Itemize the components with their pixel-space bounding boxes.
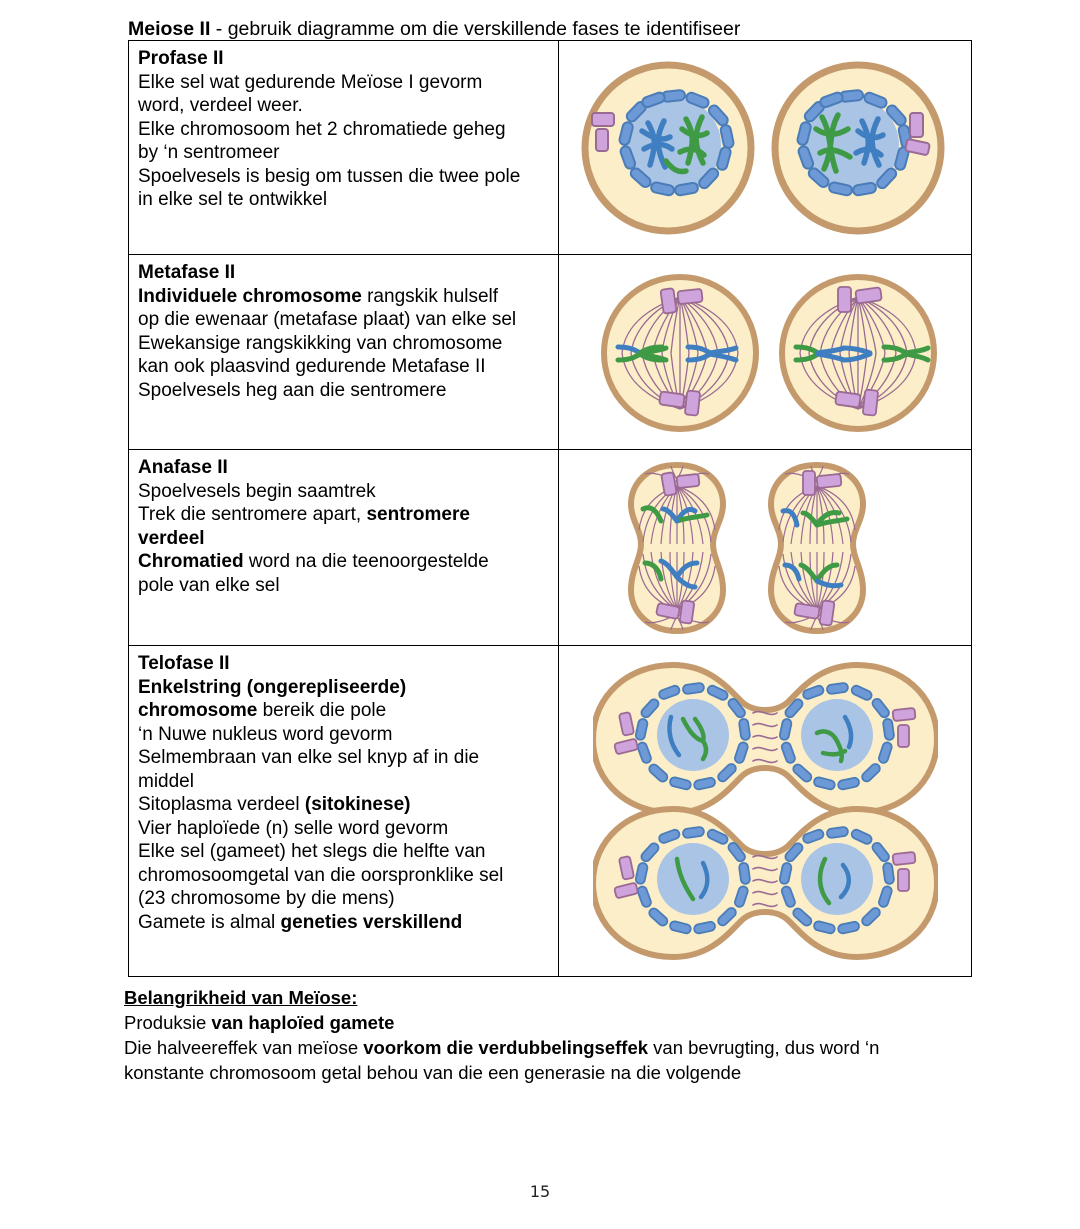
metafase-cell-right [782,277,934,429]
cell-figure-metafase-ii [559,255,972,450]
table-row [129,450,972,646]
phase-line: by ‘n sentromeer [138,142,280,163]
page-number: 15 [529,1182,551,1201]
phase-line: chromosome bereik die pole [138,700,387,721]
cell-figure-profase-ii [559,41,972,255]
page-title [128,18,740,40]
phase-line: chromosoomgetal van die oorspronklike sel [138,864,504,886]
cell-figure-telofase-ii [559,646,972,977]
telofase-cell-top [593,665,937,813]
table-row [129,41,972,255]
phase-line: op die ewenaar (metafase plaat) van elke sel [138,309,517,330]
phase-line: Sitoplasma verdeel (sitokinese) [138,794,411,815]
telofase-ii-diagram [593,661,938,961]
anafase-cell-left [631,465,723,631]
phase-line: in elke sel te ontwikkel [138,189,328,210]
anafase-cell-right [771,465,863,631]
cell-figure-anafase-ii [559,450,972,646]
metafase-ii-diagram [570,265,960,440]
phase-line: Elke sel wat gedurende Meïose I gevorm [138,71,483,93]
closing-text-block [124,985,954,1085]
closing-line: konstante chromosoom getal behou van die een generasie na die volgende [124,1062,742,1083]
phase-line: Trek die sentromere apart, sentromere [138,504,470,525]
phase-line: verdeel [138,527,205,549]
phase-line: Spoelvesels begin saamtrek [138,480,376,502]
phase-line: middel [138,770,194,792]
phase-body-profase-ii [138,71,550,212]
telofase-cell-bottom [593,809,937,957]
table-row [129,255,972,450]
page-title-bold: Meiose II [128,18,211,40]
phase-line: ‘n Nuwe nukleus word gevorm [138,723,393,745]
phase-line: Elke sel (gameet) het slegs die helfte van [138,841,486,862]
cell-text-telofase-ii [129,646,559,977]
phase-line: Elke chromosoom het 2 chromatiede geheg [138,118,506,140]
phase-line: Chromatied word na die teenoorgestelde [138,551,489,572]
phase-title-telofase-ii: Telofase II [138,653,230,674]
closing-line: Produksie van haploïed gamete [124,1012,395,1033]
metafase-cell-left [604,277,756,429]
phase-title-metafase-ii: Metafase II [138,262,236,283]
profase-cell-right [775,65,941,231]
anafase-ii-diagram [595,459,935,637]
phase-line: Gamete is almal geneties verskillend [138,911,463,933]
phase-body-telofase-ii [138,676,550,935]
phase-line: pole van elke sel [138,574,280,596]
phase-line: word, verdeel weer. [138,95,303,116]
table-row [129,646,972,977]
phase-line: Vier haploïede (n) selle word gevorm [138,817,449,839]
phase-line: Spoelvesels heg aan die sentromere [138,379,447,401]
phase-title-anafase-ii: Anafase II [138,457,228,478]
phase-title-profase-ii: Profase II [138,48,224,69]
phase-line: Selmembraan van elke sel knyp af in die [138,747,480,768]
phase-body-anafase-ii [138,480,550,598]
cell-text-profase-ii [129,41,559,255]
closing-heading: Belangrikheid van Meïose: [124,987,358,1008]
cell-text-anafase-ii [129,450,559,646]
page-title-rest: - gebruik diagramme om die verskillende fases te identifiseer [210,18,741,40]
phase-line: kan ook plaasvind gedurende Metafase II [138,356,486,377]
phase-line: Enkelstring (ongerepliseerde) [138,676,407,698]
phase-line: Spoelvesels is besig om tussen die twee pole [138,165,521,187]
phase-line: (23 chromosome by die mens) [138,888,395,909]
phase-body-metafase-ii [138,285,550,403]
closing-line: Die halveereffek van meïose voorkom die verdubbelingseffek van bevrugting, dus word ‘n [124,1037,880,1058]
phase-line: Ewekansige rangskikking van chromosome [138,332,503,354]
cell-text-metafase-ii [129,255,559,450]
phase-line: Individuele chromosome rangskik hulself [138,285,499,307]
meiosis-phase-table [128,40,972,977]
profase-cell-left [585,65,751,231]
profase-ii-diagram [570,53,960,243]
